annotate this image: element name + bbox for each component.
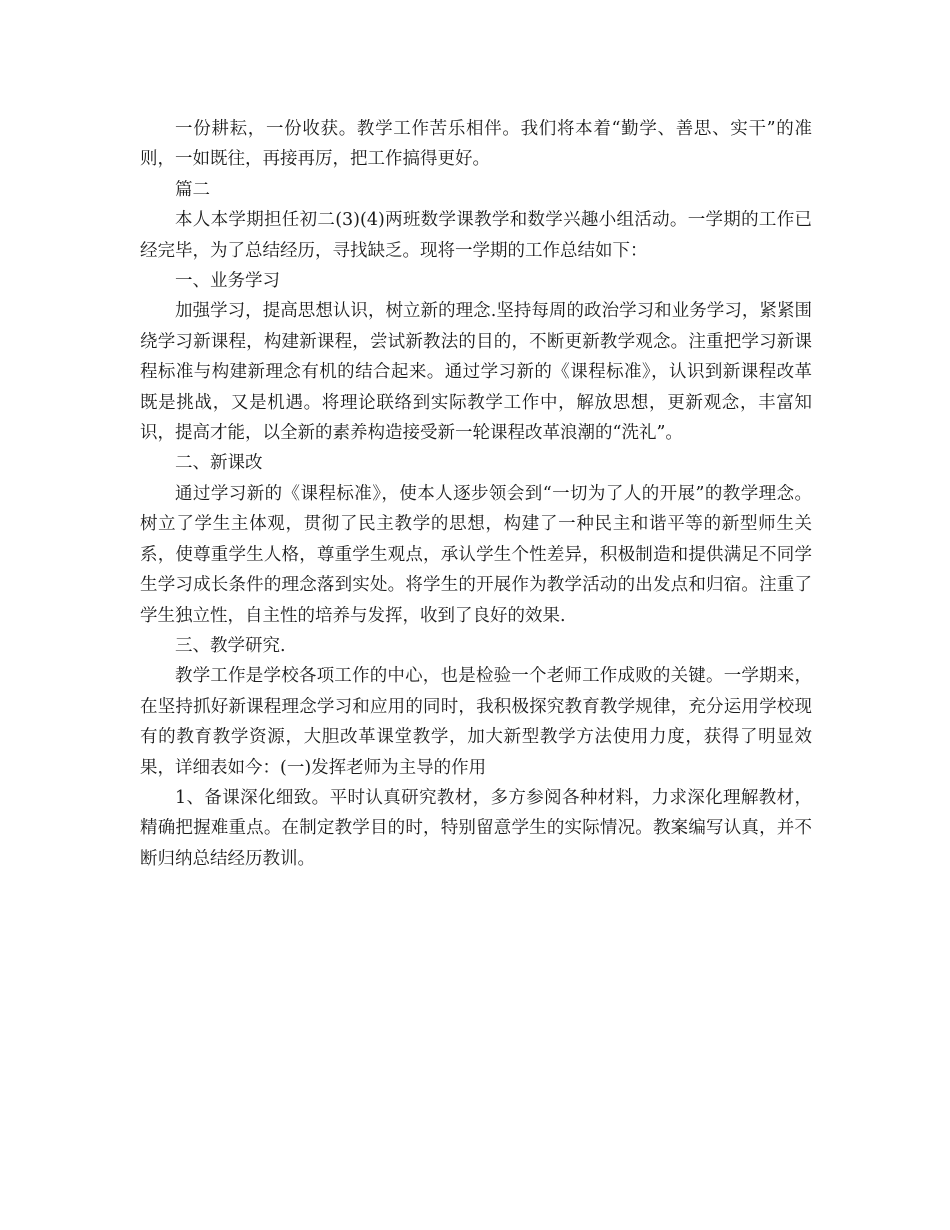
business-study-paragraph: 加强学习，提高思想认识，树立新的理念.坚持每周的政治学习和业务学习，紧紧围绕学习新课程，构建新课程，尝试新教法的目的，不断更新教学观念。注重把学习新课程标准与构建新理念有机的结合起来。通过学习新的《课程标准》，认识到新课程改革既是挑战，又是机遇。将理论联络到实际教学工作中，解放思想，更新观念，丰富知识，提高才能，以全新的素养构造接受新一轮课程改革浪潮的“洗礼”。: [140, 301, 812, 444]
closing-paragraph: 一份耕耘，一份收获。教学工作苦乐相伴。我们将本着“勤学、善思、实干”的准则，一如既往，再接再厉，把工作搞得更好。: [140, 119, 812, 170]
heading-teaching-research: 三、教学研究.: [175, 635, 286, 656]
new-curriculum-paragraph: 通过学习新的《课程标准》，使本人逐步领会到“一切为了人的开展”的教学理念。树立了学生主体观，贯彻了民主教学的思想，构建了一种民主和谐平等的新型师生关系，使尊重学生人格，尊重学生观点，承认学生个性差异，积极制造和提供满足不同学生学习成长条件的理念落到实处。将学生的开展作为教学活动的出发点和归宿。注重了学生独立性，自主性的培养与发挥，收到了良好的效果.: [140, 483, 812, 626]
heading-new-curriculum-reform: 二、新课改: [175, 453, 263, 474]
teaching-research-paragraph: 教学工作是学校各项工作的中心，也是检验一个老师工作成败的关键。一学期来，在坚持抓好新课程理念学习和应用的同时，我积极探究教育教学规律，充分运用学校现有的教育教学资源，大胆改革课堂教学，加大新型教学方法使用力度，获得了明显效果，详细表如今：(一)发挥老师为主导的作用: [140, 666, 812, 778]
intro-paragraph: 本人本学期担任初二(3)(4)两班数学课教学和数学兴趣小组活动。一学期的工作已经完毕，为了总结经历，寻找缺乏。现将一学期的工作总结如下：: [140, 210, 812, 261]
lesson-preparation-paragraph: 1、备课深化细致。平时认真研究教材，多方参阅各种材料，力求深化理解教材，精确把握难重点。在制定教学目的时，特别留意学生的实际情况。教案编写认真，并不断归纳总结经历教训。: [140, 787, 812, 869]
heading-business-study: 一、业务学习: [175, 271, 280, 292]
section-title-part-two: 篇二: [175, 179, 210, 200]
document-body: [140, 114, 812, 874]
